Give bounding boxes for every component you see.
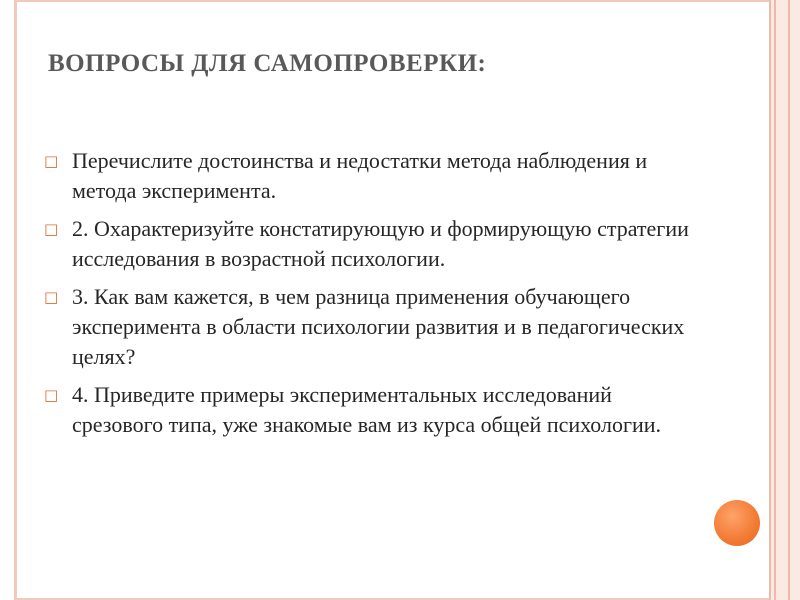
list-item (42, 146, 702, 206)
list-item (42, 282, 702, 372)
list-item (42, 214, 702, 274)
checkbox-bullet-icon: □ (44, 288, 59, 306)
frame-top-border (14, 0, 771, 2)
list-item-text: 3. Как вам кажется, в чем разница применения обучающего эксперимента в области психологии развития и в педагогических целях? (72, 284, 685, 369)
frame-left-border (14, 0, 17, 600)
list-item (42, 380, 702, 440)
list-item-text: 4. Приведите примеры экспериментальных исследований срезового типа, уже знакомые вам из курса общей психологии. (72, 382, 662, 437)
frame-right-line (774, 0, 776, 600)
list-item-text: 2. Охарактеризуйте констатирующую и формирующую стратегии исследования в возрастной психологии. (72, 216, 689, 271)
checkbox-bullet-icon: □ (44, 152, 59, 170)
slide-title: ВОПРОСЫ ДЛЯ САМОПРОВЕРКИ: (48, 50, 487, 77)
question-list (42, 146, 702, 448)
list-item-text: Перечислите достоинства и недостатки метода наблюдения и метода эксперимента. (72, 148, 648, 203)
decorative-orange-circle (714, 500, 760, 546)
checkbox-bullet-icon: □ (44, 220, 59, 238)
checkbox-bullet-icon: □ (44, 386, 59, 404)
frame-right-line (769, 0, 771, 600)
frame-right-line (788, 0, 790, 600)
